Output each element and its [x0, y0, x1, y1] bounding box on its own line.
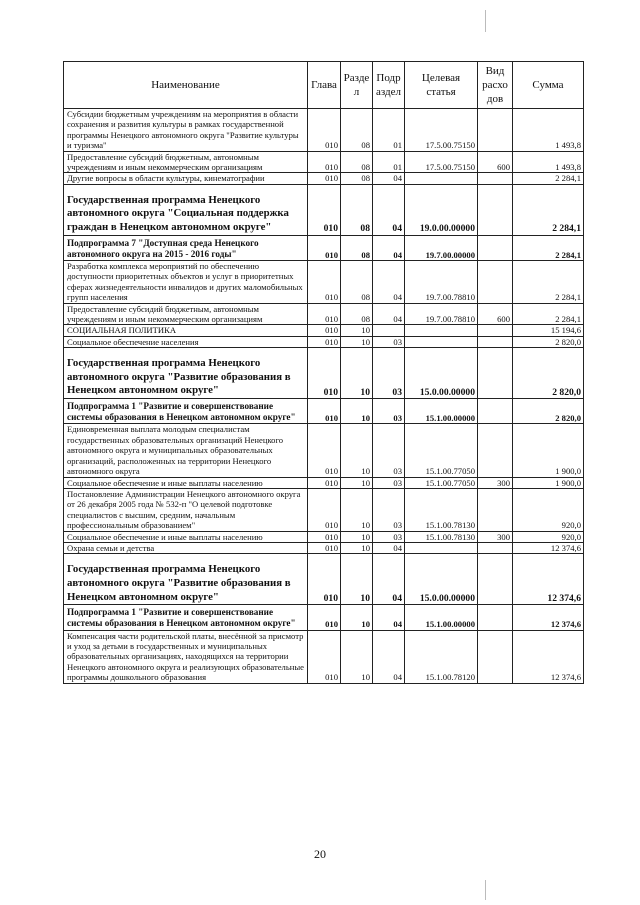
row-expense-type-cell	[478, 399, 513, 424]
row-subsection-cell: 03	[373, 531, 405, 542]
row-name-cell: Социальное обеспечение и иные выплаты населению	[64, 477, 308, 488]
row-sum-cell: 2 284,1	[513, 303, 584, 325]
row-name-cell: СОЦИАЛЬНАЯ ПОЛИТИКА	[64, 325, 308, 336]
row-expense-type-cell	[478, 184, 513, 235]
row-name-cell: Подпрограмма 1 "Развитие и совершенствование системы образования в Ненецком автономном округе"	[64, 605, 308, 630]
row-chapter-cell: 010	[308, 630, 341, 683]
table-row	[64, 424, 584, 477]
row-sum-cell: 2 820,0	[513, 348, 584, 399]
row-name-cell: Единовременная выплата молодым специалистам государственных образовательных организаций Ненецкого автономного округа и муниципальных образовательных организаций, расположенных на территории Ненецкого автономного округа	[64, 424, 308, 477]
row-subsection-cell: 03	[373, 424, 405, 477]
scan-mark-bottom	[485, 880, 486, 900]
row-chapter-cell: 010	[308, 151, 341, 173]
table-row	[64, 488, 584, 531]
row-subsection-cell	[373, 325, 405, 336]
row-sum-cell: 2 284,1	[513, 261, 584, 304]
row-name-cell: Государственная программа Ненецкого автономного округа "Развитие образования в Ненецком автономном округе"	[64, 348, 308, 399]
row-expense-type-cell	[478, 261, 513, 304]
table-row	[64, 173, 584, 184]
row-target-cell: 15.1.00.00000	[405, 399, 478, 424]
row-chapter-cell: 010	[308, 424, 341, 477]
row-section-cell: 08	[341, 173, 373, 184]
row-target-cell: 17.5.00.75150	[405, 109, 478, 152]
row-chapter-cell: 010	[308, 477, 341, 488]
row-target-cell: 15.1.00.78130	[405, 488, 478, 531]
table-row	[64, 325, 584, 336]
row-name-cell: Подпрограмма 1 "Развитие и совершенствование системы образования в Ненецком автономном округе"	[64, 399, 308, 424]
row-name-cell: Постановление Администрации Ненецкого автономного округа от 26 декабря 2005 года № 532-п "О целевой подготовке специалистов с высшим, средним, начальным профессиональным образованием"	[64, 488, 308, 531]
row-chapter-cell: 010	[308, 184, 341, 235]
row-subsection-cell: 01	[373, 151, 405, 173]
row-name-cell: Охрана семьи и детства	[64, 542, 308, 553]
table-row	[64, 261, 584, 304]
row-subsection-cell: 04	[373, 184, 405, 235]
row-expense-type-cell: 300	[478, 531, 513, 542]
row-subsection-cell: 04	[373, 542, 405, 553]
table-row	[64, 399, 584, 424]
table-row	[64, 235, 584, 260]
row-section-cell: 10	[341, 630, 373, 683]
row-subsection-cell: 03	[373, 477, 405, 488]
row-target-cell	[405, 336, 478, 347]
row-subsection-cell: 03	[373, 399, 405, 424]
row-section-cell: 08	[341, 109, 373, 152]
row-expense-type-cell	[478, 424, 513, 477]
row-section-cell: 08	[341, 184, 373, 235]
row-chapter-cell: 010	[308, 554, 341, 605]
row-section-cell: 10	[341, 325, 373, 336]
row-chapter-cell: 010	[308, 531, 341, 542]
row-target-cell: 15.1.00.77050	[405, 477, 478, 488]
row-section-cell: 10	[341, 542, 373, 553]
row-sum-cell: 12 374,6	[513, 630, 584, 683]
table-row	[64, 531, 584, 542]
row-expense-type-cell	[478, 235, 513, 260]
row-subsection-cell: 04	[373, 303, 405, 325]
row-chapter-cell: 010	[308, 336, 341, 347]
row-subsection-cell: 04	[373, 261, 405, 304]
row-sum-cell: 920,0	[513, 488, 584, 531]
page-number: 20	[314, 847, 326, 861]
row-section-cell: 10	[341, 477, 373, 488]
row-target-cell: 15.1.00.77050	[405, 424, 478, 477]
row-sum-cell: 2 820,0	[513, 399, 584, 424]
row-target-cell: 15.1.00.78120	[405, 630, 478, 683]
row-chapter-cell: 010	[308, 109, 341, 152]
table-header-row	[64, 62, 584, 109]
row-sum-cell: 1 900,0	[513, 477, 584, 488]
row-sum-cell: 2 820,0	[513, 336, 584, 347]
table-row	[64, 109, 584, 152]
row-subsection-cell: 03	[373, 488, 405, 531]
row-expense-type-cell	[478, 109, 513, 152]
row-section-cell: 10	[341, 336, 373, 347]
row-name-cell: Компенсация части родительской платы, внесённой за присмотр и уход за детьми в государственных и муниципальных образовательных организациях, находящихся на территории Ненецкого автономного округа и реализующих образовательные программы дошкольного образования	[64, 630, 308, 683]
row-chapter-cell: 010	[308, 542, 341, 553]
row-sum-cell: 2 284,1	[513, 173, 584, 184]
row-sum-cell: 1 493,8	[513, 151, 584, 173]
row-section-cell: 10	[341, 554, 373, 605]
header-name: Наименование	[64, 62, 308, 109]
row-target-cell	[405, 542, 478, 553]
row-target-cell: 19.7.00.78810	[405, 303, 478, 325]
header-chapter: Глава	[308, 62, 341, 109]
row-expense-type-cell	[478, 630, 513, 683]
row-name-cell: Субсидии бюджетным учреждениям на мероприятия в области сохранения и развития культуры в рамках государственной программы Ненецкого автономного округа "Развитие культуры и туризма"	[64, 109, 308, 152]
row-sum-cell: 2 284,1	[513, 184, 584, 235]
row-target-cell: 15.0.00.00000	[405, 348, 478, 399]
row-sum-cell: 920,0	[513, 531, 584, 542]
row-chapter-cell: 010	[308, 235, 341, 260]
table-row	[64, 605, 584, 630]
row-chapter-cell: 010	[308, 325, 341, 336]
row-name-cell: Подпрограмма 7 "Доступная среда Ненецкого автономного округа на 2015 - 2016 годы"	[64, 235, 308, 260]
budget-table	[63, 61, 584, 684]
row-name-cell: Государственная программа Ненецкого автономного округа "Развитие образования в Ненецком автономном округе"	[64, 554, 308, 605]
row-sum-cell: 15 194,6	[513, 325, 584, 336]
row-subsection-cell: 03	[373, 348, 405, 399]
header-expense-type: Вид расхо дов	[478, 62, 513, 109]
table-row	[64, 303, 584, 325]
row-name-cell: Социальное обеспечение и иные выплаты населению	[64, 531, 308, 542]
row-chapter-cell: 010	[308, 173, 341, 184]
row-target-cell: 19.7.00.78810	[405, 261, 478, 304]
row-name-cell: Предоставление субсидий бюджетным, автономным учреждениям и иным некоммерческим организациям	[64, 151, 308, 173]
table-row	[64, 336, 584, 347]
row-sum-cell: 1 493,8	[513, 109, 584, 152]
row-subsection-cell: 03	[373, 336, 405, 347]
table-row	[64, 554, 584, 605]
row-name-cell: Разработка комплекса мероприятий по обеспечению доступности приоритетных объектов и услуг в приоритетных сферах жизнедеятельности инвалидов и других маломобильных групп населения	[64, 261, 308, 304]
row-subsection-cell: 04	[373, 173, 405, 184]
table-row	[64, 542, 584, 553]
row-target-cell	[405, 173, 478, 184]
row-subsection-cell: 04	[373, 235, 405, 260]
row-sum-cell: 12 374,6	[513, 554, 584, 605]
row-expense-type-cell	[478, 336, 513, 347]
row-section-cell: 10	[341, 348, 373, 399]
table-row	[64, 151, 584, 173]
row-section-cell: 08	[341, 303, 373, 325]
row-section-cell: 10	[341, 424, 373, 477]
row-expense-type-cell	[478, 542, 513, 553]
table-row	[64, 477, 584, 488]
header-target: Целевая статья	[405, 62, 478, 109]
row-expense-type-cell	[478, 348, 513, 399]
row-section-cell: 08	[341, 235, 373, 260]
row-section-cell: 10	[341, 605, 373, 630]
row-chapter-cell: 010	[308, 261, 341, 304]
row-chapter-cell: 010	[308, 488, 341, 531]
header-sum: Сумма	[513, 62, 584, 109]
row-expense-type-cell: 300	[478, 477, 513, 488]
table-row	[64, 348, 584, 399]
header-section: Разде л	[341, 62, 373, 109]
row-chapter-cell: 010	[308, 348, 341, 399]
row-target-cell	[405, 325, 478, 336]
row-expense-type-cell	[478, 554, 513, 605]
row-subsection-cell: 01	[373, 109, 405, 152]
row-target-cell: 15.1.00.00000	[405, 605, 478, 630]
row-name-cell: Предоставление субсидий бюджетным, автономным учреждениям и иным некоммерческим организациям	[64, 303, 308, 325]
row-sum-cell: 12 374,6	[513, 542, 584, 553]
table-row	[64, 630, 584, 683]
row-section-cell: 10	[341, 488, 373, 531]
row-name-cell: Государственная программа Ненецкого автономного округа "Социальная поддержка граждан в Ненецком автономном округе"	[64, 184, 308, 235]
row-subsection-cell: 04	[373, 605, 405, 630]
row-target-cell: 19.0.00.00000	[405, 184, 478, 235]
budget-table-container	[63, 61, 583, 684]
row-expense-type-cell: 600	[478, 151, 513, 173]
row-target-cell: 19.7.00.00000	[405, 235, 478, 260]
scan-mark-top	[485, 10, 486, 32]
header-subsection: Подр аздел	[373, 62, 405, 109]
row-subsection-cell: 04	[373, 630, 405, 683]
row-section-cell: 08	[341, 261, 373, 304]
row-section-cell: 10	[341, 531, 373, 542]
table-row	[64, 184, 584, 235]
row-name-cell: Социальное обеспечение населения	[64, 336, 308, 347]
row-expense-type-cell	[478, 488, 513, 531]
row-subsection-cell: 04	[373, 554, 405, 605]
row-section-cell: 10	[341, 399, 373, 424]
row-chapter-cell: 010	[308, 605, 341, 630]
row-expense-type-cell	[478, 173, 513, 184]
row-target-cell: 17.5.00.75150	[405, 151, 478, 173]
row-target-cell: 15.0.00.00000	[405, 554, 478, 605]
row-sum-cell: 1 900,0	[513, 424, 584, 477]
row-sum-cell: 2 284,1	[513, 235, 584, 260]
table-body	[64, 109, 584, 684]
row-sum-cell: 12 374,6	[513, 605, 584, 630]
row-expense-type-cell	[478, 605, 513, 630]
row-target-cell: 15.1.00.78130	[405, 531, 478, 542]
row-name-cell: Другие вопросы в области культуры, кинематографии	[64, 173, 308, 184]
row-expense-type-cell	[478, 325, 513, 336]
row-expense-type-cell: 600	[478, 303, 513, 325]
row-section-cell: 08	[341, 151, 373, 173]
row-chapter-cell: 010	[308, 399, 341, 424]
row-chapter-cell: 010	[308, 303, 341, 325]
